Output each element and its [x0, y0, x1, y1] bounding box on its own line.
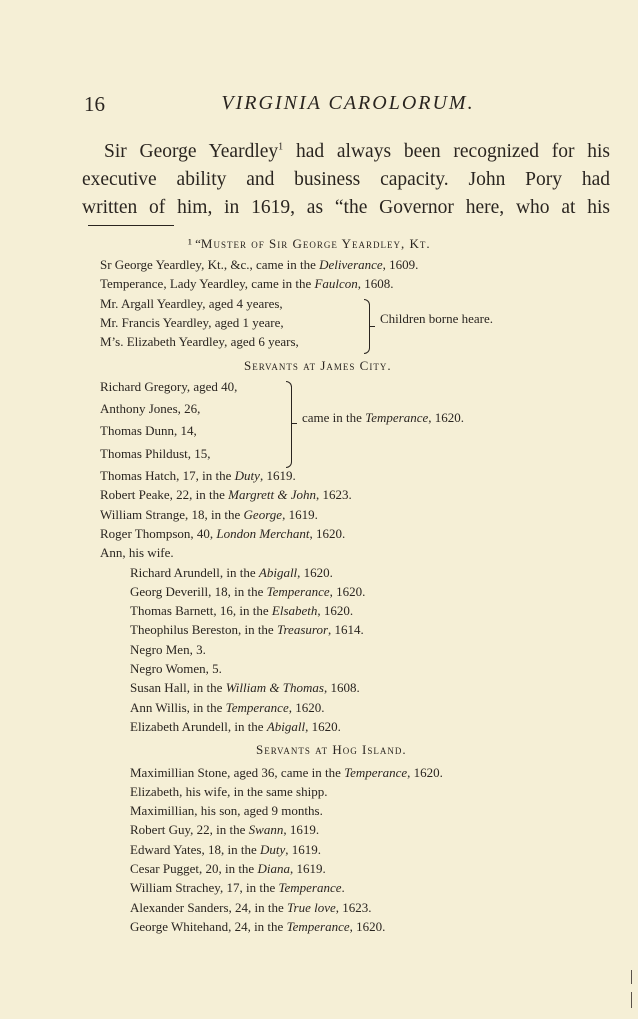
ship-name: Elsabeth [271, 603, 318, 619]
ship-name: True love [287, 899, 336, 915]
ship-name: Duty [260, 841, 286, 857]
footnote-marker: 1 [278, 141, 284, 153]
body-line: executive ability and business capacity. John Pory had [82, 169, 610, 190]
page-number: 16 [84, 92, 105, 116]
ship-name: George [243, 506, 283, 522]
brace-tip [292, 423, 297, 424]
footnote-entry: Maximillian Stone, aged 36, came in the Temperance, 1620. [130, 764, 443, 780]
footnote-entry: Negro Men, 3. [130, 641, 206, 657]
ship-name: Temperance [266, 583, 330, 599]
footnote-entry: Negro Women, 5. [130, 661, 222, 676]
footnote-rule [88, 225, 174, 226]
group-note: came in the Temperance, 1620. [302, 410, 464, 426]
footnote-entry: Elizabeth, his wife, in the same shipp. [130, 783, 328, 799]
footnote-entry: Sr George Yeardley, Kt., &c., came in the Deliverance, 1609. [100, 257, 419, 272]
footnote-entry: Thomas Hatch, 17, in the Duty, 1619. [100, 468, 296, 483]
running-title: VIRGINIA CAROLORUM. [221, 92, 475, 114]
footnote-entry: Maximillian, his son, aged 9 months. [130, 803, 323, 819]
footnote-entry: Ann, his wife. [100, 545, 174, 561]
ship-name: William & Thomas [225, 680, 324, 696]
page-header [84, 92, 612, 122]
ship-name: Temperance [278, 880, 342, 896]
body-paragraph [82, 138, 610, 222]
servant-entry: Anthony Jones, 26, [100, 401, 201, 417]
ship-name: Temperance [225, 699, 289, 715]
ship-name: Abigall [266, 718, 306, 734]
ship-name: Margrett & John [228, 487, 317, 503]
section-heading: Servants at James City. [244, 357, 392, 373]
footnote-entry: William Strachey, 17, in the Temperance. [130, 880, 345, 896]
footnote-entry: Alexander Sanders, 24, in the True love, 1623. [130, 899, 372, 915]
footnote-entry: Ann Willis, in the Temperance, 1620. [130, 699, 325, 715]
body-line: Sir George Yeardley$^1$ had always been recognized for his [104, 141, 611, 162]
footnote-entry: Roger Thompson, 40, London Merchant, 1620. [100, 525, 346, 541]
footnote-entry: Theophilus Bereston, in the Treasuror, 1614. [130, 622, 364, 638]
child-entry: M’s. Elizabeth Yeardley, aged 6 years, [100, 334, 299, 350]
ship-name: Swann [248, 822, 284, 838]
footnote-entry: Susan Hall, in the William & Thomas, 1608. [130, 680, 360, 696]
footnote-entry: Cesar Pugget, 20, in the Diana, 1619. [130, 861, 326, 876]
ship-name: London Merchant [216, 525, 310, 541]
ship-name: Treasuror [276, 622, 329, 638]
footnote-entry: Richard Arundell, in the Abigall, 1620. [130, 564, 333, 580]
footnote-entry: Temperance, Lady Yeardley, came in the Faulcon, 1608. [100, 276, 394, 292]
ship-name: Temperance [344, 764, 408, 780]
ship-name: Diana [257, 861, 290, 876]
footnote-entry: Robert Peake, 22, in the Margrett & John, 1623. [100, 487, 352, 503]
margin-marks [628, 970, 636, 1010]
footnote-entry: Robert Guy, 22, in the Swann, 1619. [130, 822, 320, 838]
ship-name: Faulcon [314, 276, 358, 292]
servant-entry: Thomas Dunn, 14, [100, 423, 197, 439]
servant-entry: Richard Gregory, aged 40, [100, 378, 238, 394]
servant-entry: Thomas Phildust, 15, [100, 445, 211, 461]
children-note: Children borne heare. [380, 310, 493, 326]
body-line: written of him, in 1619, as “the Governor here, who at his [82, 197, 610, 218]
footnote-entry: Elizabeth Arundell, in the Abigall, 1620. [130, 718, 341, 734]
footnote-entry: Thomas Barnett, 16, in the Elsabeth, 1620. [130, 603, 354, 619]
brace-tip [370, 326, 375, 327]
child-entry: Mr. Argall Yeardley, aged 4 yeares, [100, 295, 283, 311]
brace [286, 381, 292, 468]
ship-name: Deliverance [319, 257, 383, 272]
footnote-heading: ¹ “Muster of Sir George Yeardley, Kt. [188, 236, 431, 251]
child-entry: Mr. Francis Yeardley, aged 1 yeare, [100, 314, 284, 330]
ship-name: Temperance [286, 918, 350, 934]
footnote-entry: Georg Deverill, 18, in the Temperance, 1620. [130, 583, 366, 599]
footnote-entry: William Strange, 18, in the George, 1619. [100, 506, 318, 522]
ship-name: Duty [234, 468, 260, 483]
footnote-entry: Edward Yates, 18, in the Duty, 1619. [130, 841, 322, 857]
section-heading: Servants at Hog Island. [256, 742, 407, 758]
ship-name: Abigall [258, 564, 298, 580]
footnote-entry: George Whitehand, 24, in the Temperance, 1620. [130, 918, 386, 934]
